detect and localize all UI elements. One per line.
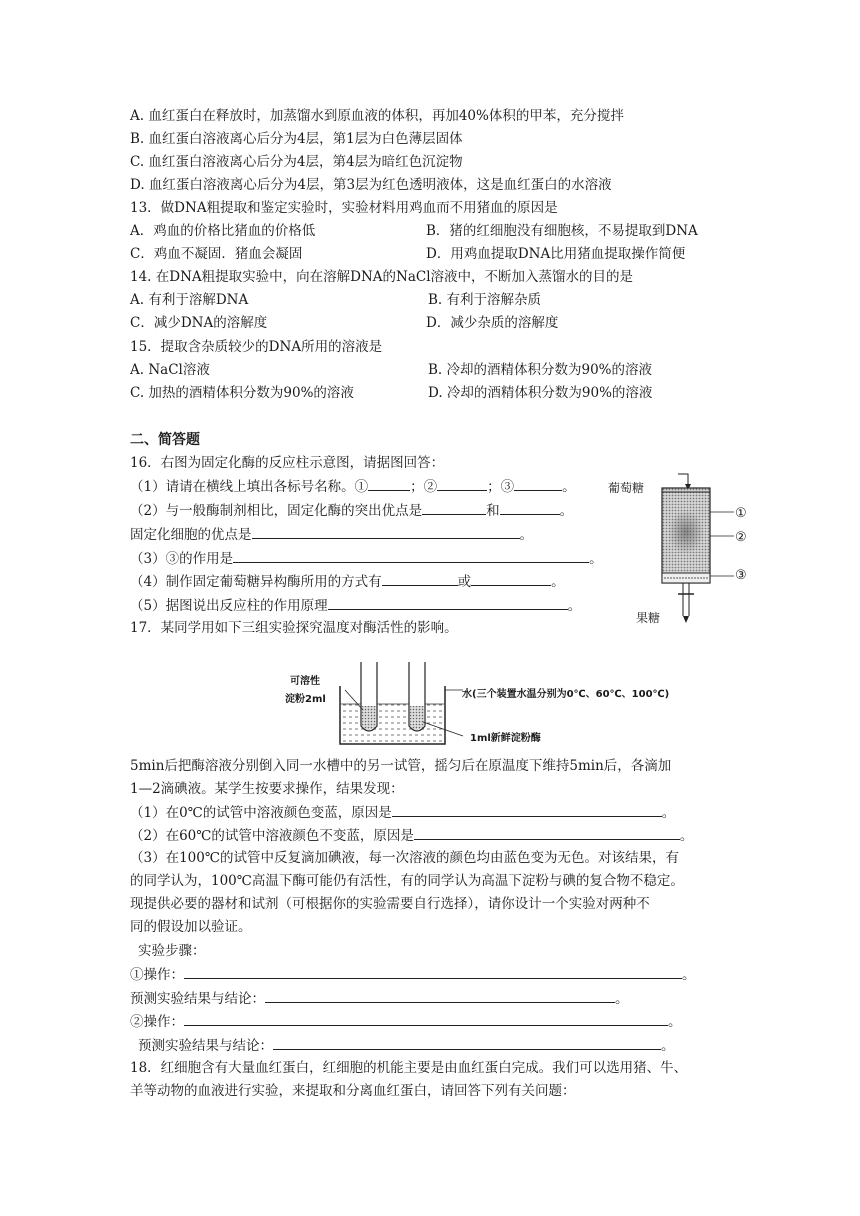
q17-stem: 17．某同学用如下三组实验探究温度对酶活性的影响。 — [130, 620, 458, 636]
answer-blank-5[interactable] — [500, 500, 560, 515]
q14-option-d: D．减少杂质的溶解度 — [426, 315, 559, 331]
section-title: 二、简答题 — [130, 432, 200, 448]
q17-step1-text: ①操作： — [130, 967, 184, 983]
q16-p4-text-b: 或 — [457, 574, 472, 590]
fructose-label: 果糖 — [636, 611, 661, 625]
answer-blank-4[interactable] — [422, 500, 486, 515]
q16-p5-end: 。 — [567, 598, 582, 614]
q17-part3-line1: （3）在100℃的试管中反复滴加碘液，每一次溶液的颜色均由蓝色变为无色。对该结果，有 — [130, 850, 679, 866]
q17-p2-text: （2）在60℃的试管中溶液颜色不变蓝，原因是 — [130, 828, 414, 844]
q17-p1-text: （1）在0℃的试管中溶液颜色变蓝，原因是 — [130, 805, 392, 821]
q17-result2 — [138, 1035, 675, 1056]
answer-blank-13[interactable] — [184, 964, 682, 979]
enzyme-label: 1ml新鲜淀粉酶 — [470, 733, 541, 744]
q17-p1-end: 。 — [661, 805, 676, 821]
q15-option-a: A. NaCl溶液 — [130, 362, 210, 378]
q15-option-b: B. 冷却的酒精体积分数为90%的溶液 — [428, 362, 653, 378]
answer-blank-11[interactable] — [392, 802, 662, 817]
q16-p1-end: 。 — [562, 479, 576, 495]
q17-result1-end: 。 — [615, 991, 629, 1007]
q17-result1-text: 预测实验结果与结论： — [130, 991, 265, 1007]
q16-p1-text-c: ；③ — [487, 479, 515, 495]
answer-blank-16[interactable] — [273, 1035, 661, 1050]
q16-p5-text: （5）据图说出反应柱的作用原理 — [130, 598, 328, 614]
q16-p4-end: 。 — [551, 574, 565, 590]
q16-p2b-end: 。 — [519, 527, 533, 543]
q16-part4 — [130, 571, 565, 592]
q16-p4-text-a: （4）制作固定葡萄糖异构酶所用的方式有 — [130, 574, 382, 590]
q16-stem: 16．右图为固定化酶的反应柱示意图，请据图回答： — [130, 455, 445, 471]
q14-option-c: C．减少DNA的溶解度 — [130, 315, 268, 331]
q14-stem: 14. 在DNA粗提取实验中，向在溶解DNA的NaCl溶液中，不断加入蒸馏水的目的是 — [130, 269, 634, 285]
q13-option-c: C．鸡血不凝固．猪血会凝固 — [130, 246, 303, 262]
q15-option-d: D. 冷却的酒精体积分数为90%的溶液 — [428, 385, 653, 401]
q17-result1 — [130, 988, 629, 1009]
q17-steps-label: 实验步骤： — [138, 943, 206, 959]
answer-blank-3[interactable] — [514, 476, 562, 491]
starch-label-line1: 可溶性 — [290, 676, 320, 687]
q17-part1 — [130, 802, 675, 823]
q12-option-b: B. 血红蛋白溶液离心后分为4层，第1层为白色薄层固体 — [130, 131, 463, 147]
q15-option-c: C. 加热的酒精体积分数为90%的溶液 — [130, 385, 354, 401]
answer-blank-2[interactable] — [437, 476, 487, 491]
q17-text-2: 1—2滴碘液。某学生按要求操作，结果发现： — [130, 781, 404, 797]
q16-part2b — [130, 524, 533, 545]
glucose-label: 葡萄糖 — [608, 481, 645, 495]
q16-p3-end: 。 — [589, 551, 603, 567]
q16-p3-text: （3）③的作用是 — [130, 551, 234, 567]
answer-blank-10[interactable] — [328, 595, 568, 610]
water-label: 水(三个装置水温分别为0℃、60℃、100℃) — [462, 689, 670, 700]
q17-p2-end: 。 — [679, 828, 694, 844]
q12-option-c: C. 血红蛋白溶液离心后分为4层，第4层为暗红色沉淀物 — [130, 154, 463, 170]
q17-step2 — [130, 1011, 682, 1032]
q17-step2-text: ②操作： — [130, 1014, 184, 1030]
q12-option-a: A. 血红蛋白在释放时，加蒸馏水到原血液的体积，再加40%体积的甲苯，充分搅拌 — [130, 108, 624, 124]
answer-blank-12[interactable] — [414, 825, 680, 840]
mark-2-label: ② — [735, 530, 747, 545]
answer-blank-1[interactable] — [368, 476, 410, 491]
q17-part3-line2: 的同学认为，100℃高温下酶可能仍有活性，有的同学认为高温下淀粉与碘的复合物不稳定。 — [130, 873, 684, 889]
q18-line1: 18．红细胞含有大量血红蛋白，红细胞的机能主要是由血红蛋白完成。我们可以选用猪、牛、 — [130, 1060, 688, 1076]
q17-step1-end: 。 — [682, 967, 696, 983]
q18-line2: 羊等动物的血液进行实验，来提取和分离血红蛋白，请回答下列有关问题： — [130, 1083, 576, 1099]
q16-part5 — [130, 595, 581, 616]
reaction-column-diagram — [650, 470, 740, 630]
mark-3-label: ③ — [735, 568, 747, 583]
q17-result2-end: 。 — [661, 1038, 675, 1054]
answer-blank-7[interactable] — [233, 548, 589, 563]
q14-option-a: A. 有利于溶解DNA — [130, 292, 249, 308]
mark-1-label: ① — [735, 506, 747, 521]
q16-p2b-text: 固定化细胞的优点是 — [130, 527, 252, 543]
q16-p1-text-b: ；② — [410, 479, 438, 495]
q16-part1 — [130, 476, 576, 497]
q14-option-b: B. 有利于溶解杂质 — [428, 292, 542, 308]
q15-stem: 15．提取含杂质较少的DNA所用的溶液是 — [130, 339, 383, 355]
q13-option-a: A．鸡血的价格比猪血的价格低 — [130, 223, 316, 239]
q12-option-d: D. 血红蛋白溶液离心后分为4层，第3层为红色透明液体，这是血红蛋白的水溶液 — [130, 177, 612, 193]
q17-step1 — [130, 964, 696, 985]
answer-blank-15[interactable] — [184, 1011, 668, 1026]
water-bath-diagram — [325, 660, 470, 750]
q16-part2 — [130, 500, 573, 521]
q17-part3-line4: 同的假设加以验证。 — [130, 919, 252, 935]
answer-blank-6[interactable] — [252, 524, 520, 539]
q16-p1-text-a: （1）请请在横线上填出各标号名称。① — [130, 479, 369, 495]
starch-label-line2: 淀粉2ml — [285, 694, 326, 705]
q13-option-d: D．用鸡血提取DNA比用猪血提取操作简便 — [426, 246, 686, 262]
q16-p2-end: 。 — [559, 503, 574, 519]
answer-blank-8[interactable] — [382, 571, 458, 586]
answer-blank-9[interactable] — [471, 571, 551, 586]
q16-part3 — [130, 548, 603, 569]
q13-stem: 13．做DNA粗提取和鉴定实验时，实验材料用鸡血而不用猪血的原因是 — [130, 200, 558, 216]
q17-result2-text: 预测实验结果与结论： — [138, 1038, 273, 1054]
q16-p2-text-b: 和 — [486, 503, 500, 519]
q17-part2 — [130, 825, 693, 846]
q17-step2-end: 。 — [668, 1014, 682, 1030]
q17-text-1: 5min后把酶溶液分别倒入同一水槽中的另一试管，摇匀后在原温度下维持5min后，各滴加 — [130, 758, 672, 774]
q13-option-b: B．猪的红细胞没有细胞核，不易提取到DNA — [426, 223, 698, 239]
q16-p2-text-a: （2）与一般酶制剂相比，固定化酶的突出优点是 — [130, 503, 423, 519]
q17-part3-line3: 现提供必要的器材和试剂（可根据你的实验需要自行选择），请你设计一个实验对两种不 — [130, 896, 650, 912]
answer-blank-14[interactable] — [265, 988, 615, 1003]
